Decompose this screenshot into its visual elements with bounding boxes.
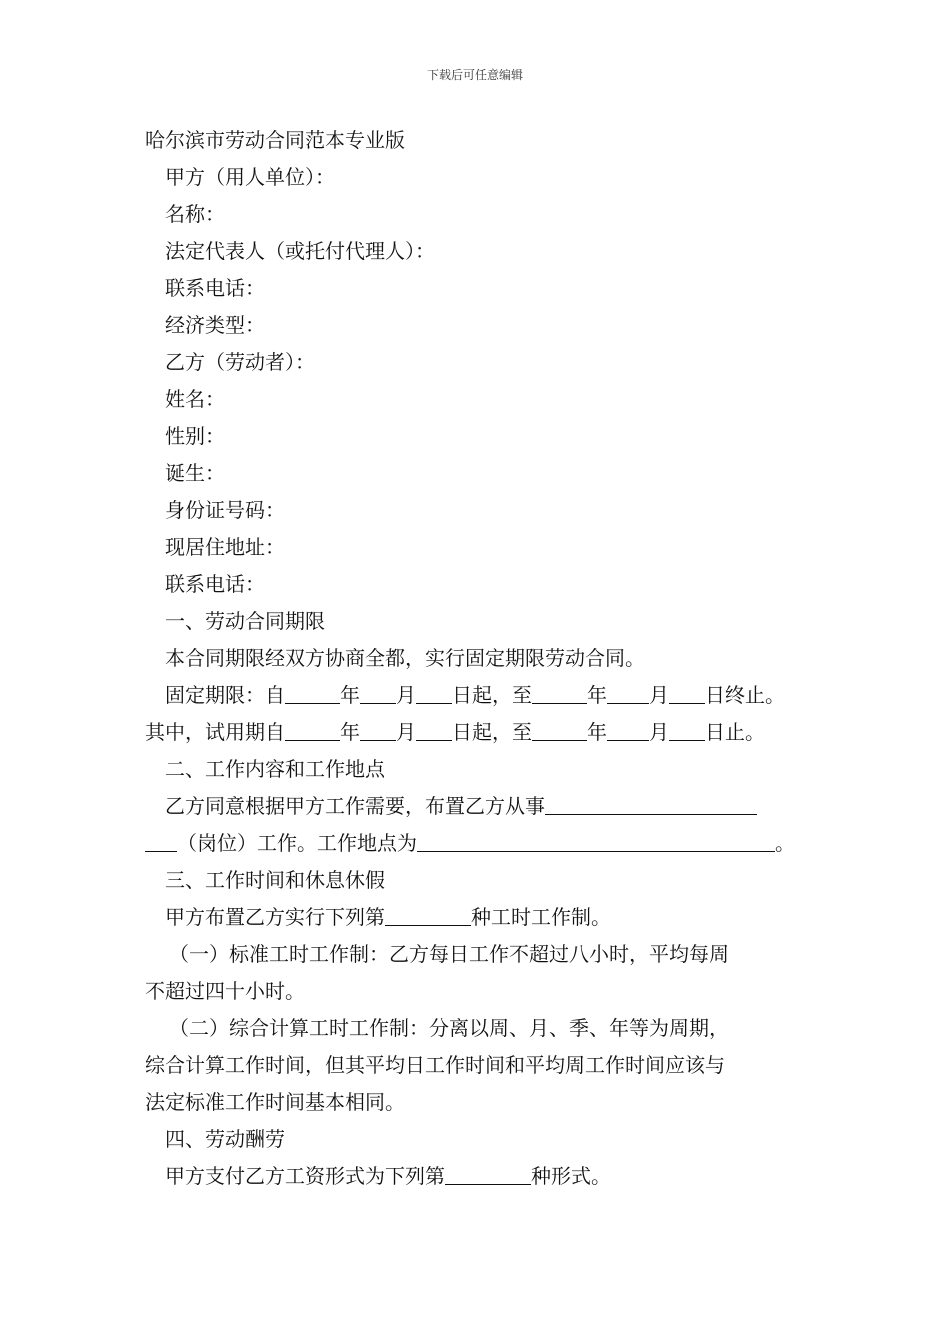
document-title: 哈尔滨市劳动合同范本专业版 xyxy=(145,128,405,152)
trial-period-line: 其中，试用期自 年 月 日起，至 年 月 日止。 xyxy=(145,720,765,744)
party-b-address: 现居住地址： xyxy=(165,535,285,559)
blank-field xyxy=(145,829,177,852)
blank-field xyxy=(416,681,452,704)
party-a-phone: 联系电话： xyxy=(165,276,265,300)
section-4-heading: 四、劳动酬劳 xyxy=(165,1127,285,1151)
page-header: 下载后可任意编辑 xyxy=(426,68,523,82)
blank-field xyxy=(545,792,757,815)
party-b-gender: 性别： xyxy=(165,424,225,448)
blank-field xyxy=(607,718,649,741)
section-4-para-1: 甲方支付乙方工资形式为下列第 种形式。 xyxy=(165,1164,611,1188)
section-1-para: 本合同期限经双方协商全都，实行固定期限劳动合同。 xyxy=(165,646,645,670)
blank-field xyxy=(360,718,396,741)
section-2-heading: 二、工作内容和工作地点 xyxy=(165,757,385,781)
party-a-name: 名称： xyxy=(165,202,225,226)
blank-field xyxy=(669,681,705,704)
party-a-rep: 法定代表人（或托付代理人）： xyxy=(165,239,435,263)
blank-field xyxy=(385,903,471,926)
section-3-heading: 三、工作时间和休息休假 xyxy=(165,868,385,892)
blank-field xyxy=(532,718,587,741)
blank-field xyxy=(285,681,340,704)
blank-field xyxy=(532,681,587,704)
section-3-para-3-line-3: 法定标准工作时间基本相同。 xyxy=(145,1090,405,1114)
fixed-term-line: 固定期限：自 年 月 日起，至 年 月 日终止。 xyxy=(165,683,785,707)
section-1-heading: 一、劳动合同期限 xyxy=(165,609,325,633)
blank-field xyxy=(417,829,775,852)
party-b-phone: 联系电话： xyxy=(165,572,265,596)
party-a-type: 经济类型： xyxy=(165,313,265,337)
section-3-para-2-line-2: 不超过四十小时。 xyxy=(145,979,305,1003)
blank-field xyxy=(285,718,340,741)
section-3-para-2-line-1: （一）标准工时工作制：乙方每日工作不超过八小时，平均每周 xyxy=(169,942,729,966)
blank-field xyxy=(416,718,452,741)
document-body xyxy=(145,122,825,1195)
party-b-name: 姓名： xyxy=(165,387,225,411)
blank-field xyxy=(360,681,396,704)
section-2-para-line-2: （岗位）工作。工作地点为 。 xyxy=(145,825,825,862)
section-3-para-3-line-1: （二）综合计算工时工作制：分离以周、月、季、年等为周期， xyxy=(169,1016,729,1040)
blank-field xyxy=(669,718,705,741)
section-2-para-line-1: 乙方同意根据甲方工作需要，布置乙方从事 xyxy=(145,788,825,825)
blank-field xyxy=(607,681,649,704)
section-3-para-1: 甲方布置乙方实行下列第 种工时工作制。 xyxy=(165,905,611,929)
party-a-heading: 甲方（用人单位）： xyxy=(165,165,335,189)
section-3-para-3-line-2: 综合计算工作时间，但其平均日工作时间和平均周工作时间应该与 xyxy=(145,1053,725,1077)
party-b-birth: 诞生： xyxy=(165,461,225,485)
blank-field xyxy=(445,1162,531,1185)
party-b-id: 身份证号码： xyxy=(165,498,285,522)
party-b-heading: 乙方（劳动者）： xyxy=(165,350,315,374)
